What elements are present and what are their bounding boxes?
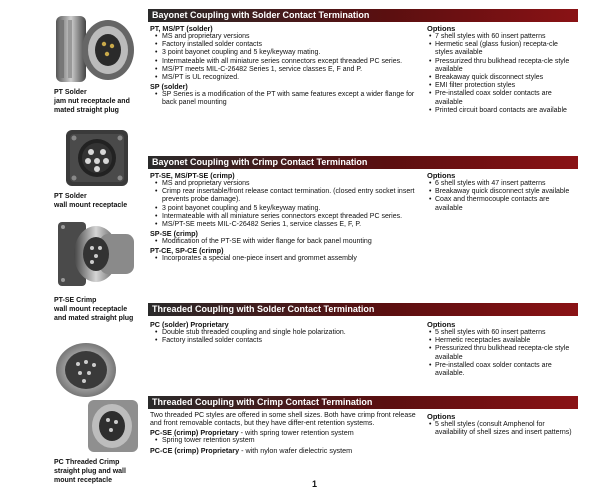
product-heading: PC (solder) Proprietary xyxy=(150,320,229,329)
section-body xyxy=(150,412,422,455)
option-item: • Pressurized thru bulkhead recepta-cle style available xyxy=(427,58,577,74)
options-heading: Options xyxy=(427,24,456,33)
photo-sidebar xyxy=(0,0,146,496)
bullet-item: • Double stub threaded coupling and single hole polarization. xyxy=(150,329,422,337)
bullet-item: • Factory installed solder contacts xyxy=(150,41,422,49)
bullet-item: • MS and proprietary versions xyxy=(150,33,422,41)
product-heading: PT, MS/PT (solder) xyxy=(150,24,213,33)
option-item: • Hermetic receptacles available xyxy=(427,337,577,345)
bullet-item: • Factory installed solder contacts xyxy=(150,337,422,345)
options-heading: Options xyxy=(427,171,456,180)
bullet-item: • 3 point bayonet coupling and 5 key/keyway mating. xyxy=(150,49,422,57)
bullet-item: • Modification of the PT-SE with wider flange for back panel mounting xyxy=(150,238,422,246)
page-number: 1 xyxy=(312,479,318,489)
section-threaded-crimp xyxy=(148,396,578,476)
option-item: • Breakaway quick disconnect styles xyxy=(427,74,577,82)
section-title: Bayonet Coupling with Crimp Contact Termination xyxy=(148,156,578,169)
option-item: • Pressurized thru bulkhead recepta-cle style available xyxy=(427,345,577,361)
pc-threaded-crimp-photo xyxy=(52,340,142,456)
bullet-item: • Incorporates a special one-piece insert and grommet assembly xyxy=(150,255,422,263)
option-item: • Coax and thermocouple contacts are available xyxy=(427,196,577,212)
product-heading: SP (solder) xyxy=(150,82,188,92)
pt-se-crimp-photo xyxy=(56,216,140,292)
bullet-item: • MS/PT is UL recognized. xyxy=(150,74,422,82)
bullet-item: • MS and proprietary versions xyxy=(150,180,422,188)
bullet-item: • Intermateable with all miniature series connectors except threaded PC series. xyxy=(150,213,422,221)
caption-pt-solder: PT Solder jam nut receptacle and mated straight plug xyxy=(54,89,130,114)
section-title: Bayonet Coupling with Solder Contact Termination xyxy=(148,9,578,22)
options-column xyxy=(427,24,577,115)
bullet-item: • MS/PT meets MIL-C-26482 Series 1, service classes E, F and P. xyxy=(150,66,422,74)
options-column xyxy=(427,412,577,437)
option-item: • Hermetic seal (glass fusion) recepta-cle styles available xyxy=(427,41,577,57)
caption-pt-wall: PT Solder wall mount receptacle xyxy=(54,193,128,209)
option-item: • Pre-installed coax solder contacts are available. xyxy=(427,362,577,378)
bullet-item: • Intermateable with all miniature series connectors except threaded PC series. xyxy=(150,58,422,66)
options-heading: Options xyxy=(427,320,456,329)
section-body xyxy=(150,320,422,345)
bullet-item: • Crimp rear insertable/front release contact termination. (closed entry socket insert prevents probe damage). xyxy=(150,188,422,204)
options-column xyxy=(427,171,577,213)
section-title: Threaded Coupling with Crimp Contact Termination xyxy=(148,396,578,409)
option-item: • Printed circuit board contacts are available xyxy=(427,107,577,115)
option-item: • 5 shell styles (consult Amphenol for availability of shell sizes and insert patterns) xyxy=(427,421,577,437)
option-item: • 7 shell styles with 60 insert patterns xyxy=(427,33,577,41)
intro-paragraph: Two threaded PC styles are offered in some shell sizes. Both have crimp front release and front removable contacts, but they have differ-ent retention systems. xyxy=(150,412,416,428)
option-item: • 6 shell styles with 47 insert patterns xyxy=(427,180,577,188)
section-threaded-solder xyxy=(148,303,578,393)
caption-ptse: PT-SE Crimp wall mount receptacle and mated straight plug xyxy=(54,297,134,322)
product-heading: PT-CE, SP-CE (crimp) xyxy=(150,246,224,256)
bullet-item: • 3 point bayonet coupling and 5 key/keyway mating. xyxy=(150,205,422,213)
pt-solder-connector-photo xyxy=(52,10,138,88)
section-bayonet-solder xyxy=(148,9,578,149)
section-body xyxy=(150,24,422,108)
section-title: Threaded Coupling with Solder Contact Termination xyxy=(148,303,578,316)
options-heading: Options xyxy=(427,412,456,421)
pt-wall-receptacle-photo xyxy=(64,128,130,188)
bullet-item: • SP Series is a modification of the PT with same features except a wider flange for back panel mounting xyxy=(150,91,422,107)
caption-pc: PC Threaded Crimp straight plug and wall mount receptacle xyxy=(54,459,126,484)
option-item: • EMI filter protection styles xyxy=(427,82,577,90)
bullet-item: • MS/PT-SE meets MIL-C-26482 Series 1, service classes E, F, P. xyxy=(150,221,422,229)
product-heading: PC-CE (crimp) Proprietary - with nylon wafer dielectric system xyxy=(150,445,353,455)
section-body xyxy=(150,171,422,264)
product-heading: PC-SE (crimp) Proprietary - with spring tower retention system xyxy=(150,428,354,438)
option-item: • 5 shell styles with 60 insert patterns xyxy=(427,329,577,337)
option-item: • Pre-installed coax solder contacts are available xyxy=(427,90,577,106)
product-heading: PT-SE, MS/PT-SE (crimp) xyxy=(150,171,235,180)
bullet-item: • Spring tower retention system xyxy=(150,437,422,445)
section-bayonet-crimp xyxy=(148,156,578,296)
options-column xyxy=(427,320,577,378)
product-heading: SP-SE (crimp) xyxy=(150,229,198,239)
option-item: • Breakaway quick disconnect style available xyxy=(427,188,577,196)
